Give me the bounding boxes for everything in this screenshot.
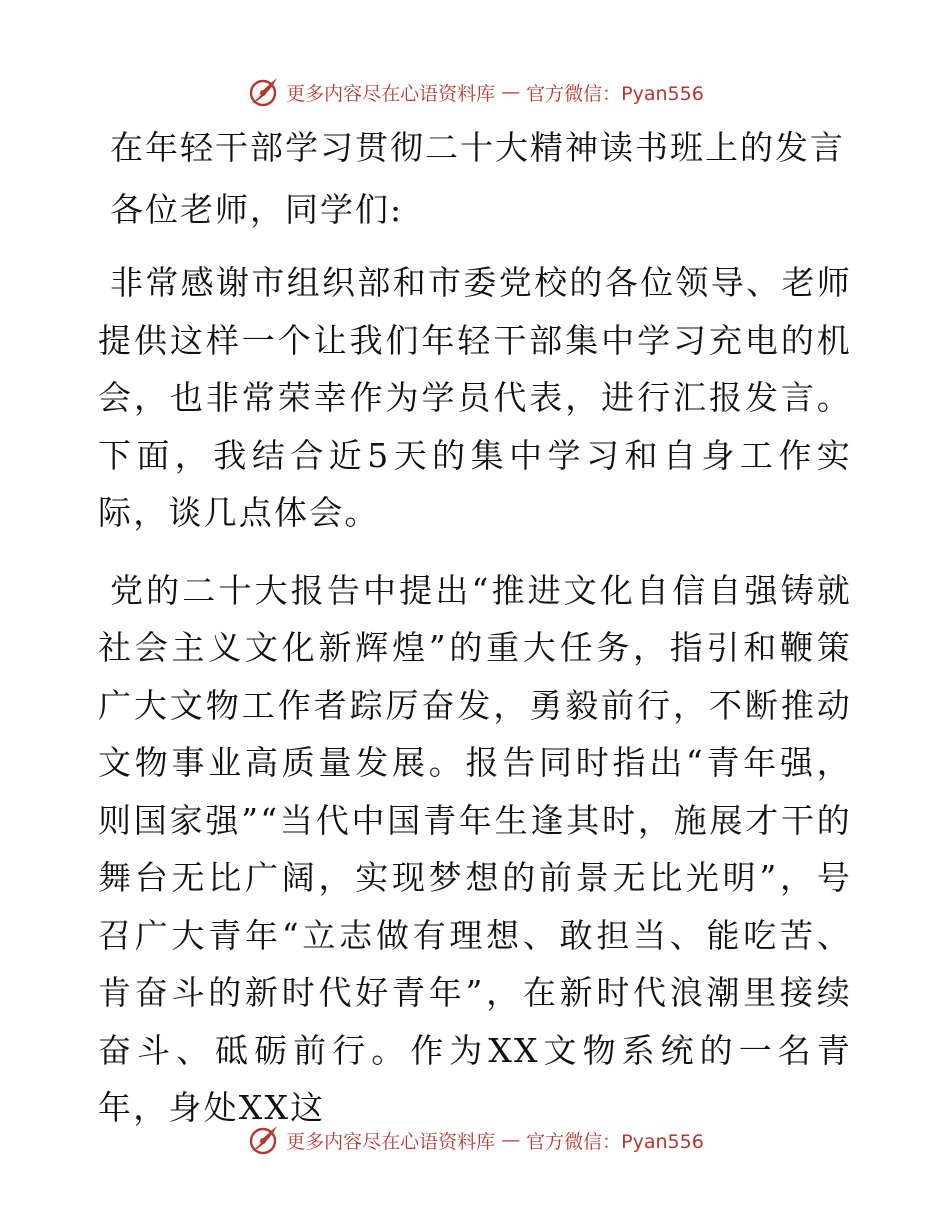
quill-pen-logo-icon — [246, 75, 280, 109]
quill-pen-logo-icon — [246, 1123, 280, 1157]
watermark-contact: 官方微信：Pyan556 — [526, 82, 704, 105]
paragraph-1: 非常感谢市组织部和市委党校的各位领导、老师提供这样一个让我们年轻干部集中学习充电的机会，也非常荣幸作为学员代表，进行汇报发言。下面，我结合近5天的集中学习和自身工作实际，谈几点体会。 — [98, 263, 852, 532]
watermark-text: 更多内容尽在心语资料库 — [286, 1130, 496, 1153]
document-body — [98, 124, 852, 1137]
watermark-text: 更多内容尽在心语资料库 — [286, 82, 496, 105]
document-title: 在年轻干部学习贯彻二十大精神读书班上的发言 — [110, 128, 845, 167]
salutation: 各位老师，同学们: — [110, 190, 404, 229]
watermark-separator: — — [501, 1129, 521, 1151]
watermark-separator: — — [501, 81, 521, 103]
header-watermark — [0, 72, 950, 112]
paragraph-2: 党的二十大报告中提出“推进文化自信自强铸就社会主义文化新辉煌”的重大任务，指引和鞭策广大文物工作者踪厉奋发，勇毅前行，不断推动文物事业高质量发展。报告同时指出“青年强，则国家强”“当代中国青年生逢其时，施展才干的舞台无比广阔，实现梦想的前景无比光明”，号召广大青年“立志做有理想、敢担当、能吃苦、肯奋斗的新时代好青年”，在新时代浪潮里接续奋斗、砥砺前行。作为XX文物系统的一名青年，身处XX这 — [98, 570, 852, 1127]
watermark-contact: 官方微信：Pyan556 — [526, 1130, 704, 1153]
footer-watermark — [0, 1120, 950, 1160]
